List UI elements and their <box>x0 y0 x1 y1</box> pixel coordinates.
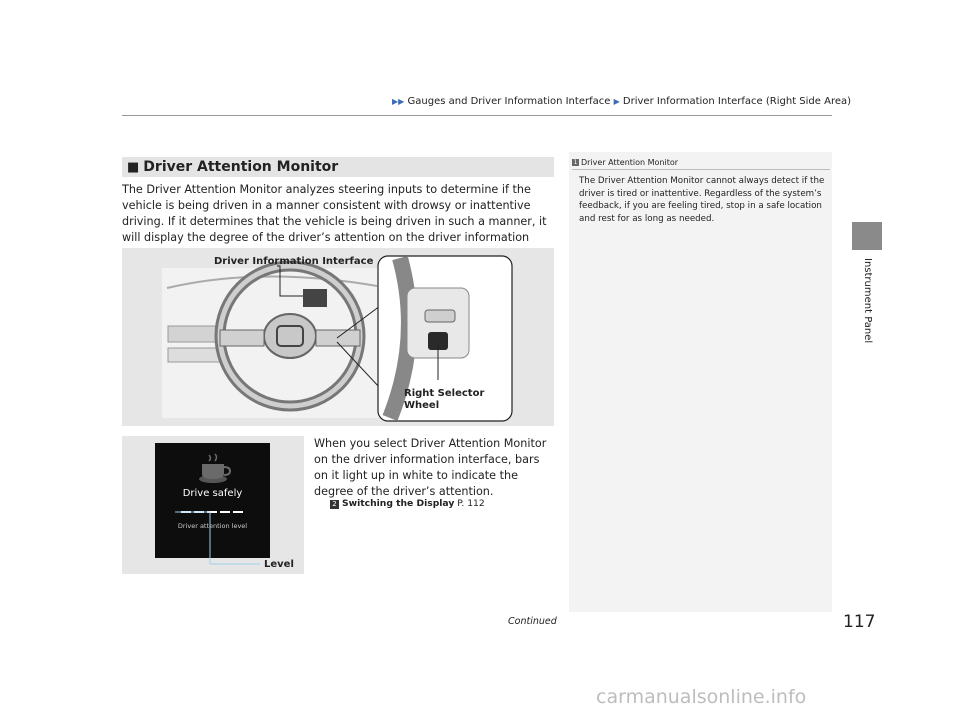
information-display-screen <box>303 289 327 307</box>
chapter-tab[interactable] <box>852 222 882 250</box>
note-heading <box>572 158 678 167</box>
description-text: When you select Driver Attention Monitor on the driver information interface, bars on it light up in white to indicate the degree of the driver’s attention. <box>314 437 547 498</box>
level-label: Level <box>264 559 294 570</box>
section-body: The Driver Attention Monitor analyzes steering inputs to determine if the vehicle is being driven in a manner consistent with drowsy or inattentive driving. If it determines that the vehicle is being driven in such a manner, it will display the degree of the driver’s attention on the driver information <box>122 183 547 244</box>
section-bullet-icon: ■ <box>127 160 140 175</box>
drive-safely-text: Drive safely <box>182 488 243 499</box>
chapter-tab-label: Instrument Panel <box>862 258 873 344</box>
watermark: carmanualsonline.info <box>596 686 807 708</box>
breadcrumb-level2[interactable]: Driver Information Interface (Right Side Area) <box>622 96 852 107</box>
steering-wheel-illustration <box>122 248 554 426</box>
breadcrumb-separator-icon: ▶ <box>613 97 620 106</box>
right-selector-label-line1: Right Selector <box>404 388 485 399</box>
note-divider <box>572 169 830 170</box>
page-number: 117 <box>843 612 876 632</box>
steering-wheel-drawing <box>122 248 554 426</box>
note-title: Driver Attention Monitor <box>581 158 679 167</box>
left-spoke <box>220 330 264 346</box>
inset-button <box>425 310 455 322</box>
steering-wheel-hub <box>264 314 316 358</box>
level-callout <box>122 436 304 574</box>
continued-label: Continued <box>508 616 557 627</box>
breadcrumb <box>392 96 851 107</box>
section-heading <box>122 157 554 177</box>
cross-reference[interactable] <box>330 498 485 509</box>
right-selector-label-line2: Wheel <box>404 400 440 411</box>
section-title: Driver Attention Monitor <box>143 159 339 175</box>
note-marker-icon: 1 <box>573 159 578 166</box>
note-text: The Driver Attention Monitor cannot always detect if the driver is tired or inattentive. Regardless of the system’s feedback, if you are feeling tired, stop in a safe location and rest for as long as needed. <box>579 176 825 224</box>
cross-reference-page[interactable]: P. 112 <box>457 498 485 509</box>
cross-reference-arrow-icon: 2 <box>330 500 339 509</box>
breadcrumb-marker-icon: ▶▶ <box>392 97 405 106</box>
left-panel <box>168 348 220 362</box>
header-divider <box>122 115 832 116</box>
driver-information-interface-label: Driver Information Interface <box>214 256 374 267</box>
breadcrumb-level1[interactable]: Gauges and Driver Information Interface <box>407 96 611 107</box>
driver-attention-level-text: Driver attention level <box>177 522 248 530</box>
cross-reference-title[interactable]: Switching the Display <box>342 498 455 509</box>
